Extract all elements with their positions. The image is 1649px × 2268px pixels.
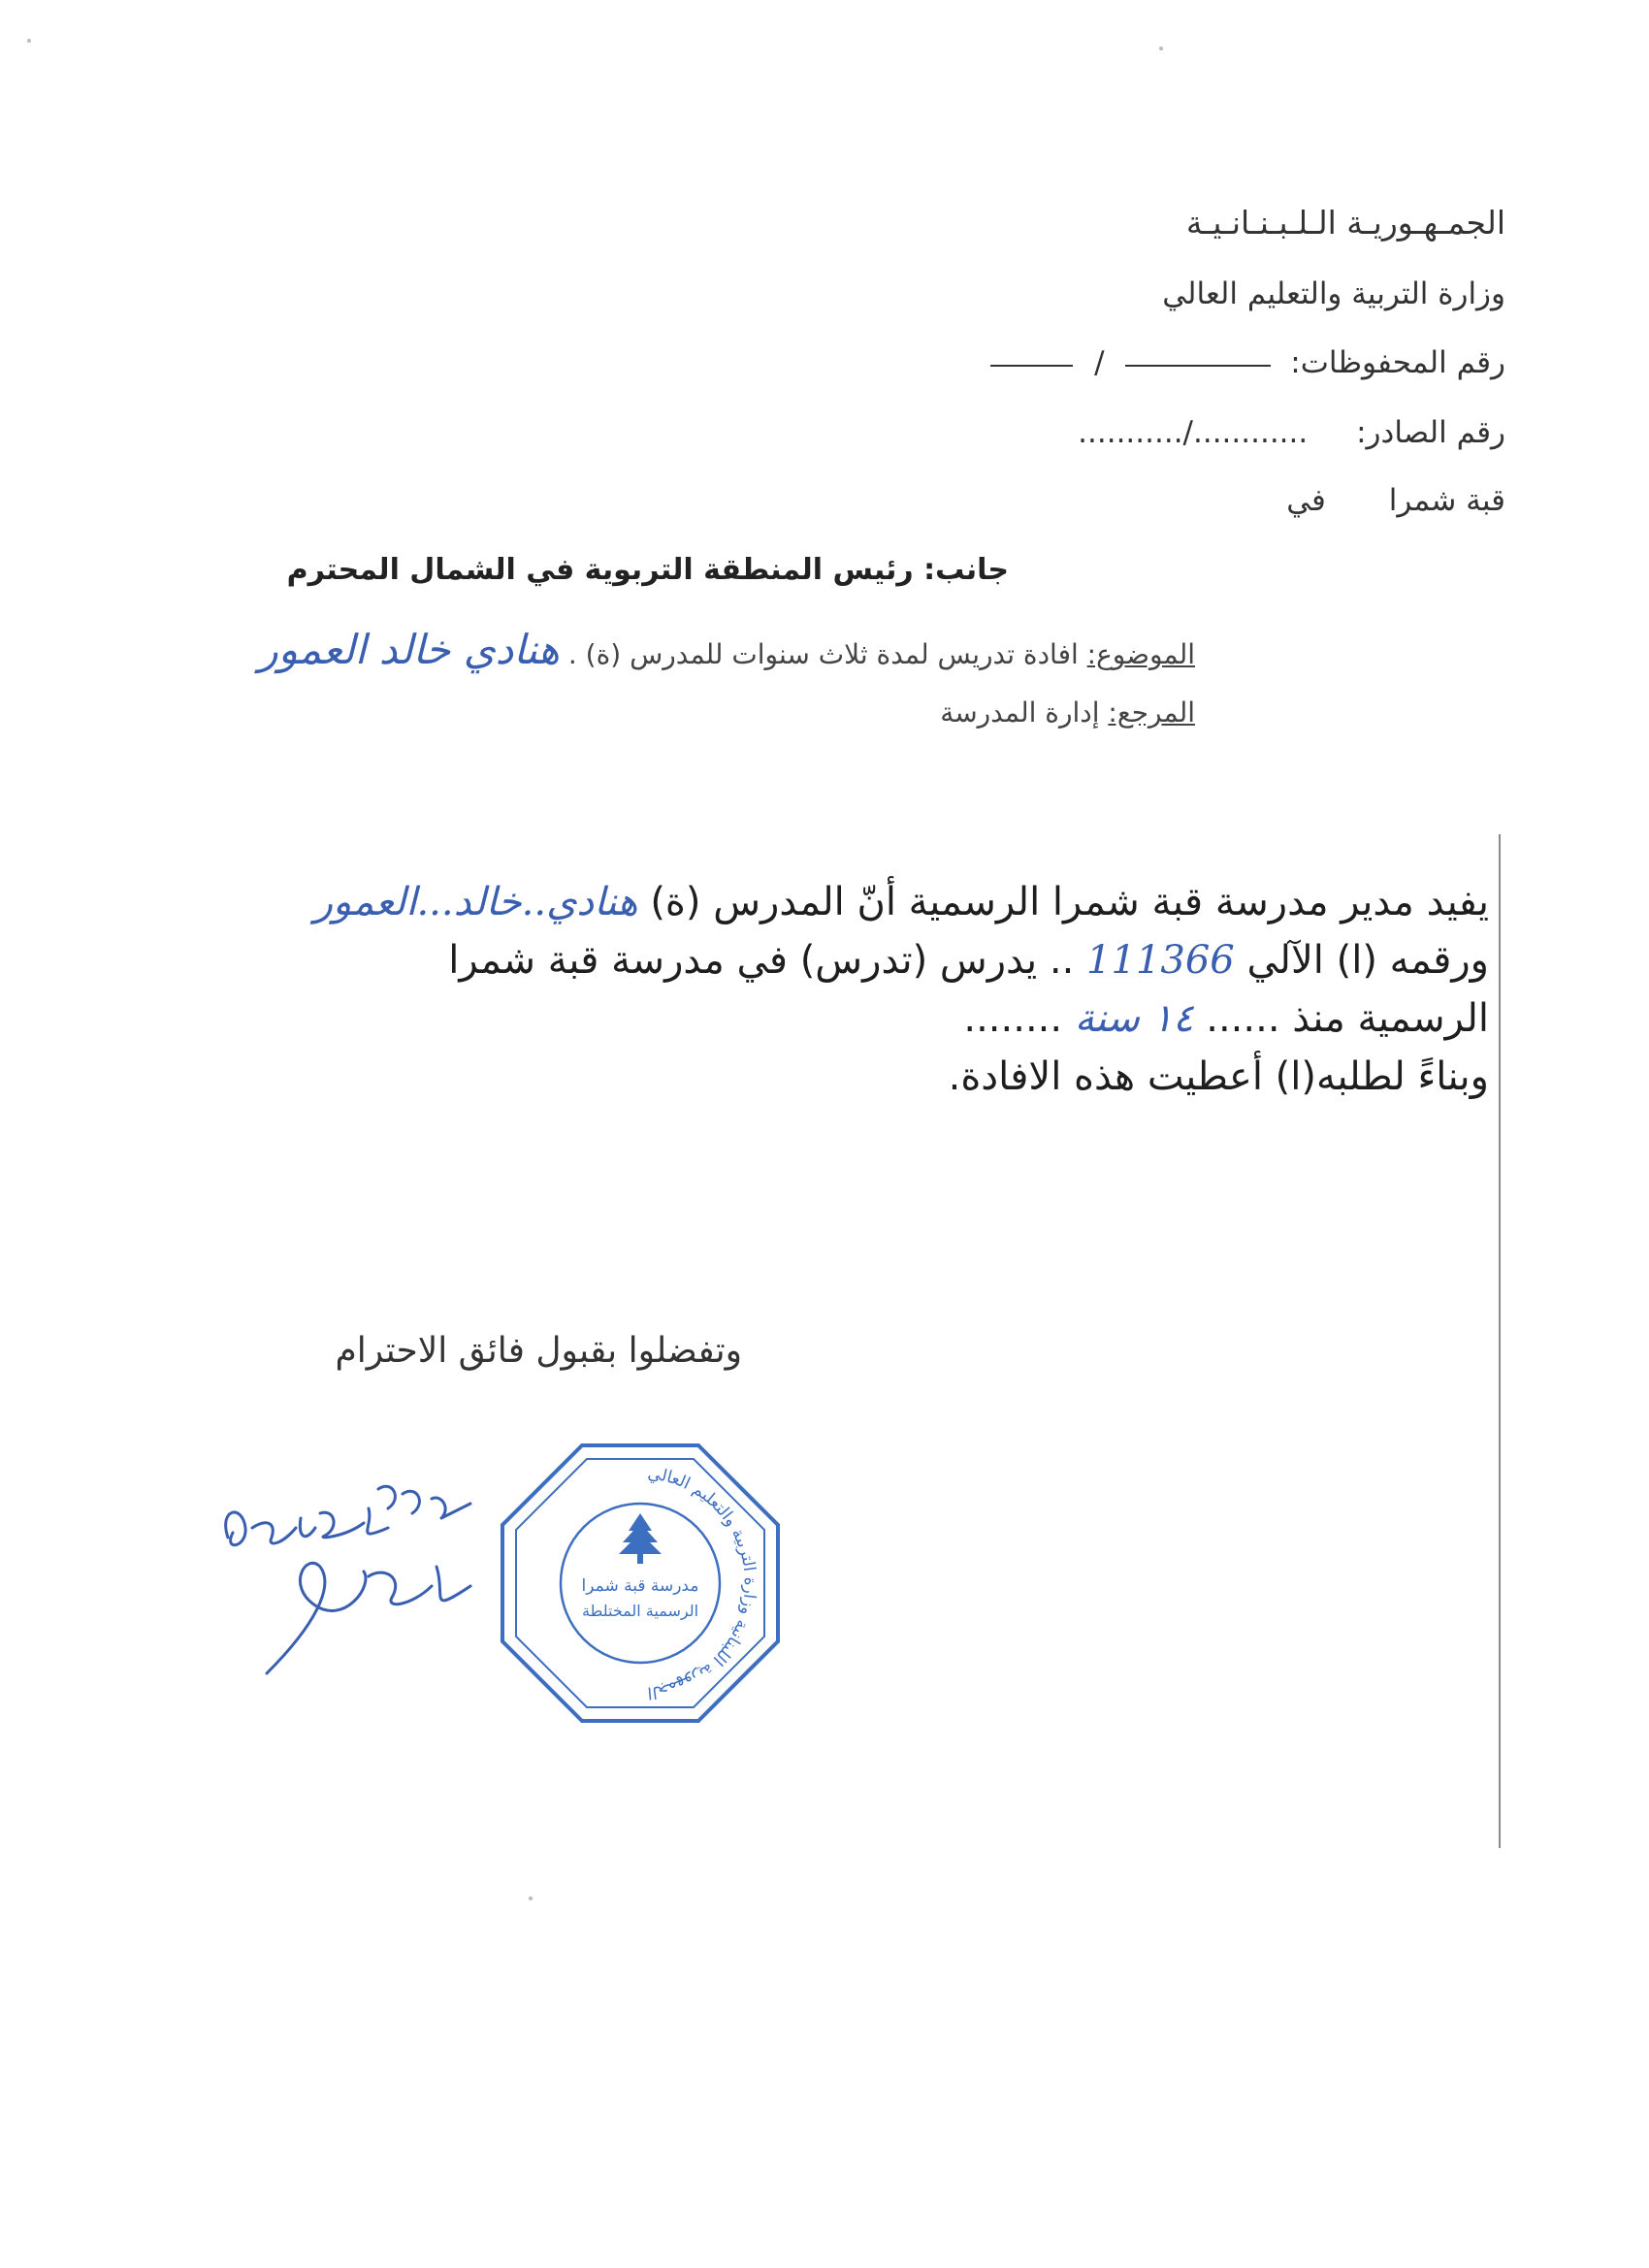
body-line-3 — [82, 989, 1489, 1048]
letter-body — [82, 873, 1489, 1106]
teacher-number-handwritten: 111366 — [1086, 938, 1235, 983]
body-line-4: وبناءً لطلبه(ا) أعطيت هذه الافادة. — [948, 1054, 1489, 1099]
body-line-2 — [82, 931, 1489, 989]
reference-line — [940, 697, 1195, 729]
cedar-icon — [619, 1513, 662, 1564]
archive-separator: / — [1094, 345, 1105, 380]
archive-number-label: رقم المحفوظات: — [1290, 345, 1505, 380]
issued-number-line — [1078, 415, 1505, 450]
body-line-2-start: ورقمه (ا) الآلي — [1246, 938, 1489, 983]
addressee-line — [287, 553, 1009, 587]
body-line-3-start: الرسمية منذ ...... — [1206, 996, 1489, 1041]
closing-line: وتفضلوا بقبول فائق الاحترام — [335, 1331, 742, 1371]
stamp-ring-text: الجمهورية اللبنانية وزارة التربية والتعليم العالي — [646, 1464, 760, 1702]
margin-rule — [1499, 834, 1501, 1848]
body-line-1 — [82, 873, 1489, 931]
addressee-name: رئيس المنطقة التربوية في الشمال المحترم — [286, 553, 914, 587]
scan-speck — [27, 39, 31, 43]
country-heading: الجمـهـوريـة الـلـبـنـانـيـة — [1185, 204, 1505, 242]
date-label: في — [1286, 483, 1326, 518]
teacher-name-handwritten: هنادي..خالد...العمور — [313, 880, 638, 924]
subject-line — [258, 626, 1195, 673]
scan-speck — [1159, 47, 1163, 50]
issued-number-dots: ............/........... — [1078, 415, 1309, 450]
place-label: قبة شمرا — [1388, 483, 1505, 518]
scan-speck — [529, 1896, 533, 1900]
signature-icon — [209, 1470, 500, 1722]
stamp-school-name: مدرسة قبة شمرا — [581, 1576, 699, 1596]
reference-text: إدارة المدرسة — [940, 697, 1100, 729]
reference-label: المرجع: — [1108, 697, 1195, 729]
place-date-line — [1286, 483, 1505, 518]
issued-number-label: رقم الصادر: — [1356, 415, 1505, 450]
addressee-prefix: جانب: — [923, 553, 1009, 587]
ministry-heading: وزارة التربية والتعليم العالي — [1162, 276, 1505, 311]
body-line-2-end: .. يدرس (تدرس) في مدرسة قبة شمرا — [448, 938, 1075, 983]
body-line-3-end: ........ — [963, 996, 1063, 1041]
subject-text: افادة تدريس لمدة ثلاث سنوات للمدرس (ة) . — [567, 638, 1079, 670]
archive-number-blank — [1125, 363, 1271, 367]
archive-year-blank — [990, 363, 1073, 367]
stamp-school-type: الرسمية المختلطة — [581, 1602, 699, 1620]
subject-handwritten-name: هنادي خالد العمور — [258, 626, 560, 673]
school-stamp-icon — [495, 1438, 786, 1729]
subject-label: الموضوع: — [1086, 638, 1195, 670]
archive-number-line — [990, 345, 1505, 380]
years-handwritten: ١٤ سنة — [1074, 996, 1194, 1041]
body-line-1-text: يفيد مدير مدرسة قبة شمرا الرسمية أنّ المدرس (ة) — [650, 880, 1489, 924]
